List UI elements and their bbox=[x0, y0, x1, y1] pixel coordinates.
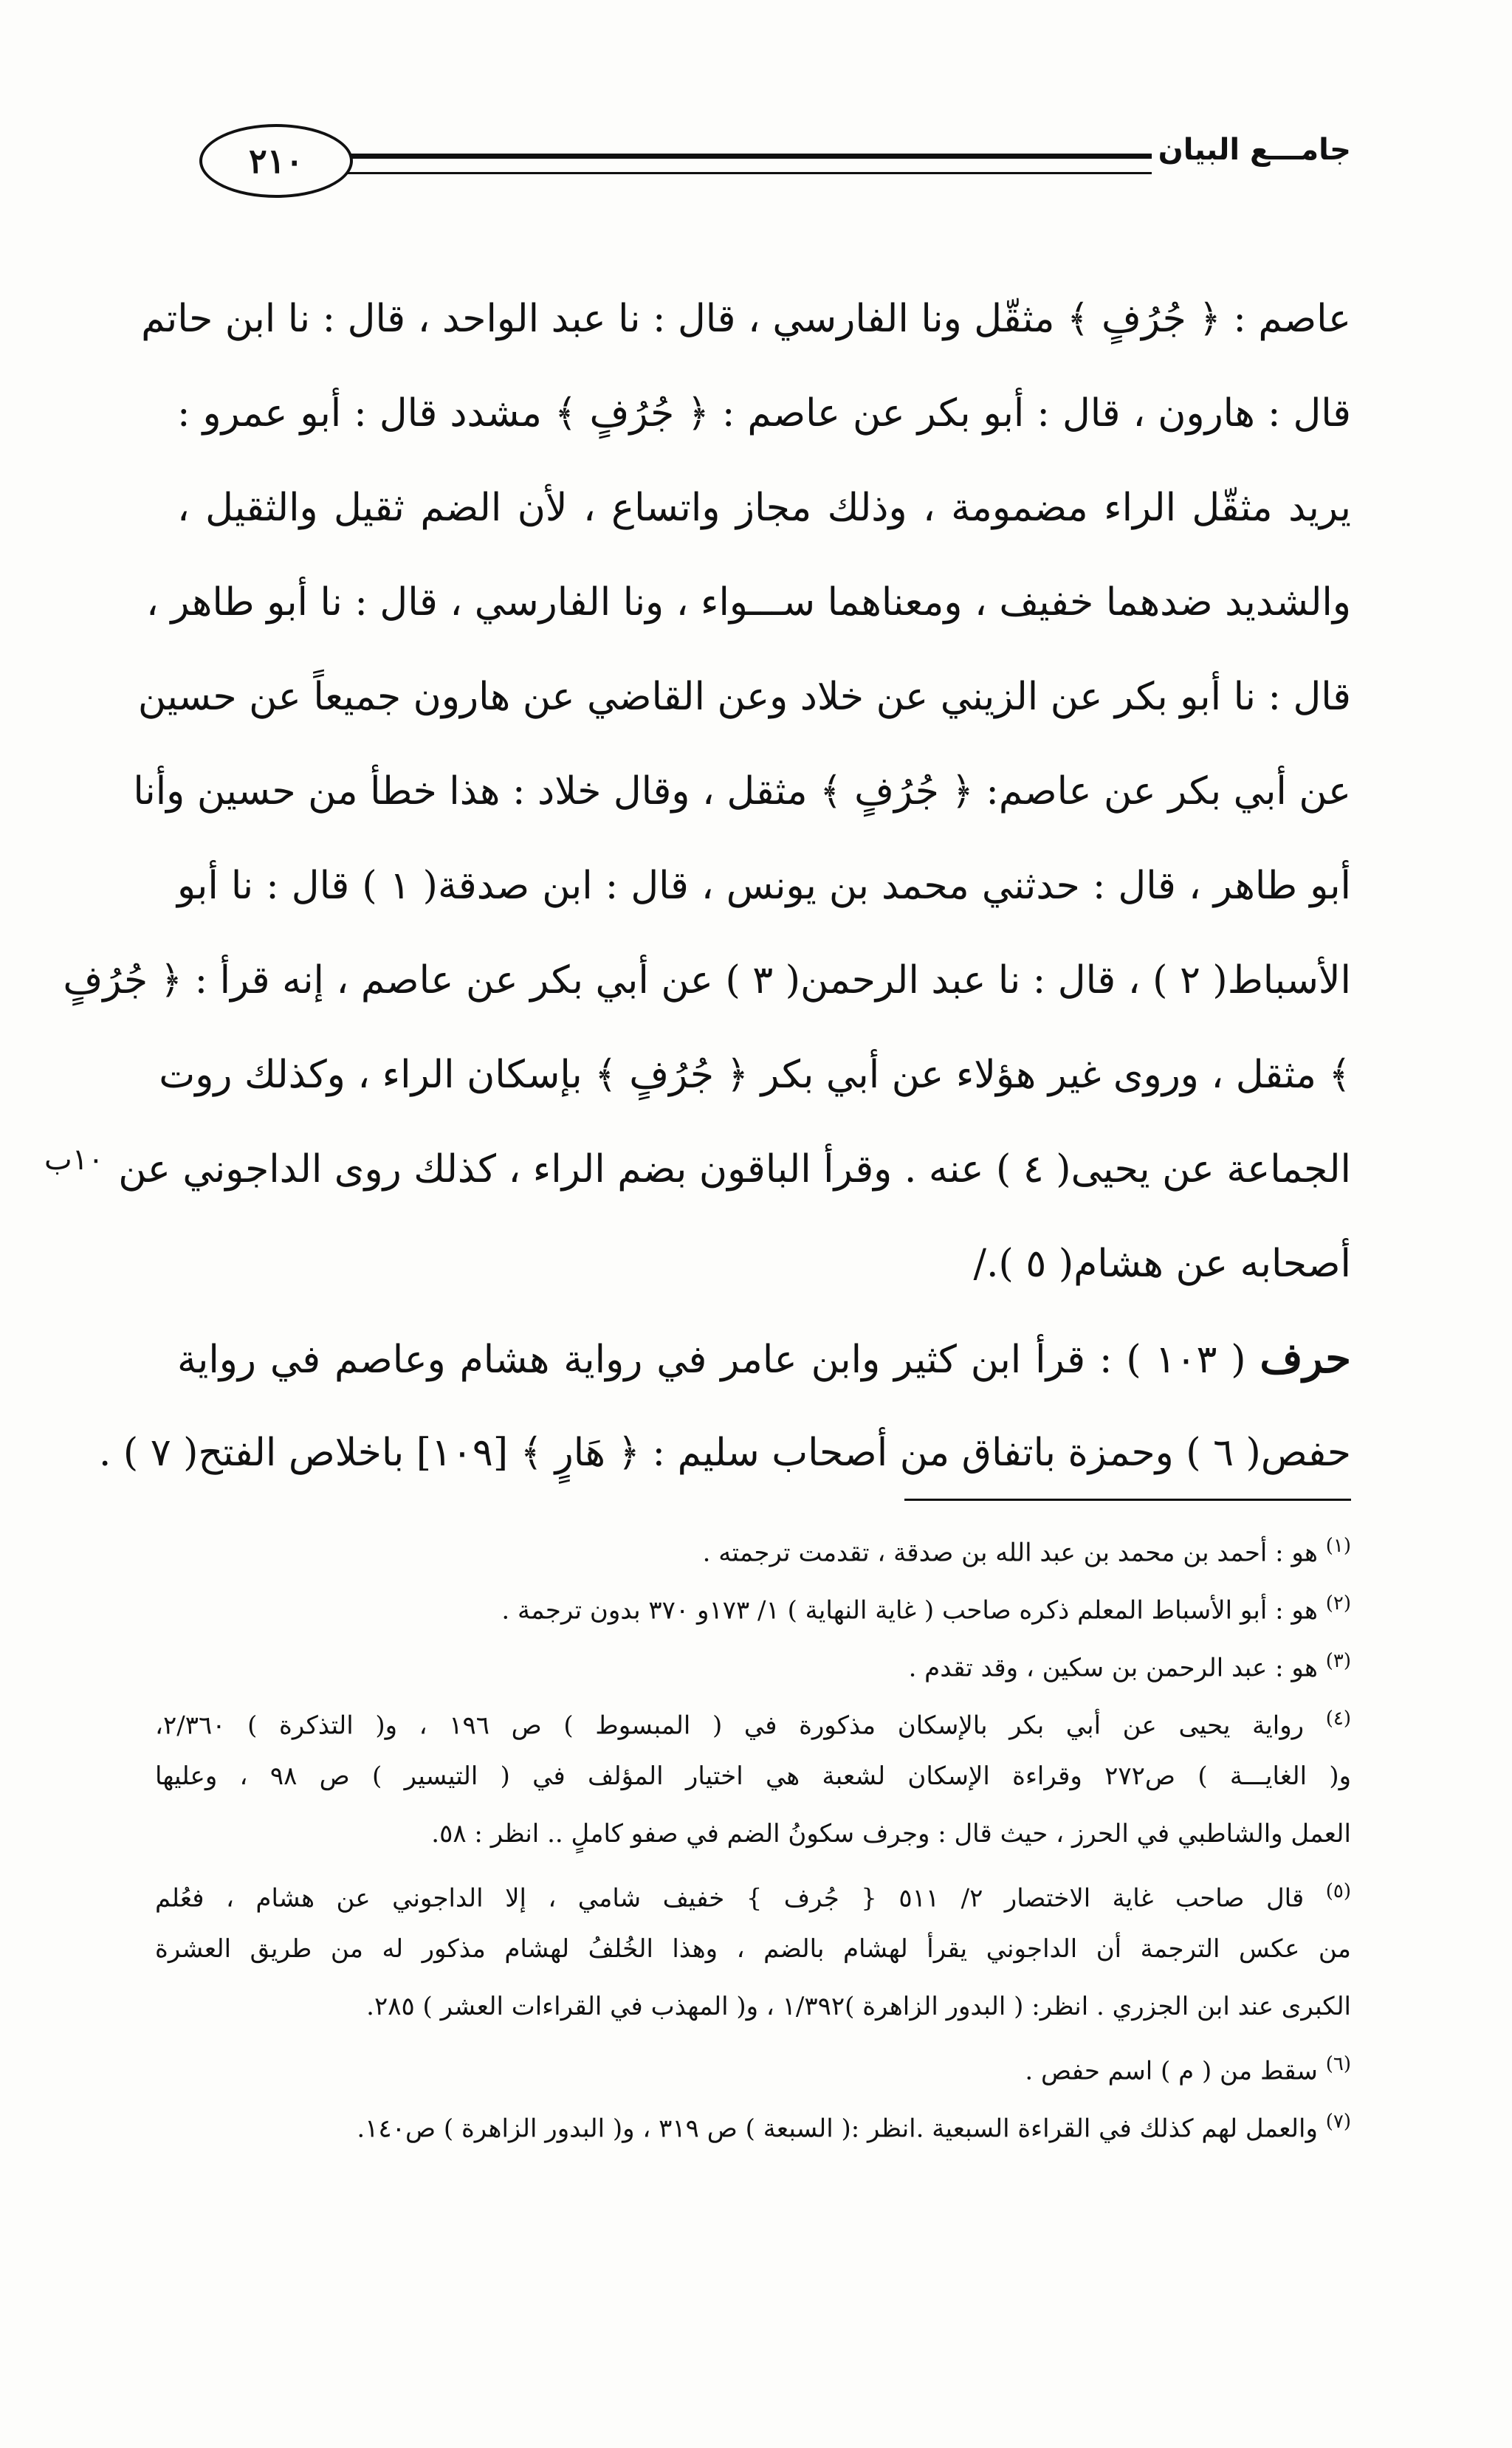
footnote-4-cont: العمل والشاطبي في الحرز ، حيث قال : وجرف سكونُ الضم في صفو كاملٍ .. انظر : ٥٨. bbox=[431, 1819, 1351, 1849]
harf-line-2: حفص( ٦ ) وحمزة باتفاق من أصحاب سليم : ﴿ هَارٍ ﴾ [١٠٩] باخلاص الفتح( ٧ ) . bbox=[98, 1431, 1351, 1475]
footnote-7 bbox=[155, 2093, 1351, 2150]
harf-number: ( ١٠٣ ) bbox=[1126, 1338, 1246, 1382]
harf-lead: حرف bbox=[1260, 1334, 1351, 1383]
running-title: جامـــع البيان bbox=[1158, 133, 1351, 167]
footnote-5-cont: من عكس الترجمة أن الداجوني يقرأ لهشام بالضم ، وهذا الخُلفُ لهشام مذكور له من طريق العشرة bbox=[155, 1934, 1351, 1964]
footnote-number: (١) bbox=[1325, 1535, 1351, 1557]
text-line: قال : هارون ، قال : أبو بكر عن عاصم : ﴿ جُرُفٍ ﴾ مشدد قال : أبو عمرو : bbox=[177, 391, 1351, 436]
page-number-text: ٢١٠ bbox=[248, 141, 304, 181]
footnote-2 bbox=[155, 1575, 1351, 1632]
text-line: عاصم : ﴿ جُرُفٍ ﴾ مثقّل ونا الفارسي ، قال : نا عبد الواحد ، قال : نا ابن حاتم bbox=[141, 297, 1351, 341]
footnote-4-cont: و( الغايـــة ) ص٢٧٢ وقراءة الإسكان لشعبة هي اختيار المؤلف في ( التيسير ) ص ٩٨ ، وعليها bbox=[155, 1761, 1352, 1791]
text-line: الجماعة عن يحيى( ٤ ) عنه . وقرأ الباقون بضم الراء ، كذلك روى الداجوني عن bbox=[118, 1147, 1351, 1192]
margin-note: ١٠ب bbox=[44, 1143, 104, 1177]
text-line: أبو طاهر ، قال : حدثني محمد بن يونس ، قال : ابن صدقة( ١ ) قال : نا أبو bbox=[177, 864, 1351, 908]
text-line: عن أبي بكر عن عاصم: ﴿ جُرُفٍ ﴾ مثقل ، وقال خلاد : هذا خطأ من حسين وأنا bbox=[133, 769, 1351, 814]
text-line: الأسباط( ٢ ) ، قال : نا عبد الرحمن( ٣ ) عن أبي بكر عن عاصم ، إنه قرأ : ﴿ جُرُفٍ bbox=[63, 958, 1351, 1003]
harf-text-1: : قرأ ابن كثير وابن عامر في رواية هشام وعاصم في رواية bbox=[177, 1338, 1113, 1382]
footnote-text: هو : أحمد بن محمد بن عبد الله بن صدقة ، تقدمت ترجمته . bbox=[702, 1538, 1318, 1568]
footnote-5 bbox=[155, 1863, 1351, 1920]
footnote-4 bbox=[155, 1690, 1351, 1747]
footnote-number: (٥) bbox=[1325, 1880, 1352, 1902]
footnote-number: (٦) bbox=[1325, 2053, 1351, 2075]
text-line: والشديد ضدهما خفيف ، ومعناهما ســـواء ، ونا الفارسي ، قال : نا أبو طاهر ، bbox=[146, 580, 1351, 625]
footnote-text: سقط من ( م ) اسم حفص . bbox=[1025, 2056, 1318, 2086]
page-header bbox=[177, 118, 1351, 214]
footnote-1 bbox=[155, 1517, 1351, 1575]
footnote-text: قال صاحب غاية الاختصار ٢/ ٥١١ { جُرف } خفيف شامي ، إلا الداجوني عن هشام ، فعُلم bbox=[155, 1883, 1305, 1914]
header-rule bbox=[325, 154, 1152, 174]
harf-line-1 bbox=[177, 1311, 1351, 1406]
footnote-number: (٢) bbox=[1325, 1592, 1351, 1615]
footnote-text: والعمل لهم كذلك في القراءة السبعية .انظر :( السبعة ) ص ٣١٩ ، و( البدور الزاهرة ) ص١٤٠. bbox=[357, 2114, 1318, 2144]
footnotes bbox=[155, 1517, 1351, 2150]
footnote-5-cont: الكبرى عند ابن الجزري . انظر: ( البدور الزاهرة )١/٣٩٢ ، و( المهذب في القراءات العشر ) ٢٨٥. bbox=[366, 1992, 1351, 2021]
footnote-text: هو : عبد الرحمن بن سكين ، وقد تقدم . bbox=[908, 1653, 1318, 1683]
text-line: أصحابه عن هشام( ٥ )./ bbox=[973, 1242, 1351, 1286]
page-number bbox=[199, 124, 353, 198]
text-line: يريد مثقّل الراء مضمومة ، وذلك مجاز واتساع ، لأن الضم ثقيل والثقيل ، bbox=[177, 486, 1351, 530]
footnote-3 bbox=[155, 1632, 1351, 1690]
footnote-text: رواية يحيى عن أبي بكر بالإسكان مذكورة في ( المبسوط ) ص ١٩٦ ، و( التذكرة ) ٢/٣٦٠، bbox=[155, 1710, 1305, 1741]
footnote-number: (٤) bbox=[1325, 1708, 1352, 1730]
footnote-text: هو : أبو الأسباط المعلم ذكره صاحب ( غاية النهاية ) ١/ ١٧٣و ٣٧٠ بدون ترجمة . bbox=[501, 1595, 1318, 1626]
footnote-separator bbox=[904, 1499, 1351, 1501]
footnote-6 bbox=[155, 2035, 1351, 2093]
text-line: ﴾ مثقل ، وروى غير هؤلاء عن أبي بكر ﴿ جُرُفٍ ﴾ بإسكان الراء ، وكذلك روت bbox=[159, 1053, 1351, 1097]
footnote-number: (٧) bbox=[1325, 2111, 1351, 2133]
footnote-number: (٣) bbox=[1325, 1650, 1351, 1672]
text-line: قال : نا أبو بكر عن الزيني عن خلاد وعن القاضي عن هارون جميعاً عن حسين bbox=[137, 675, 1351, 719]
